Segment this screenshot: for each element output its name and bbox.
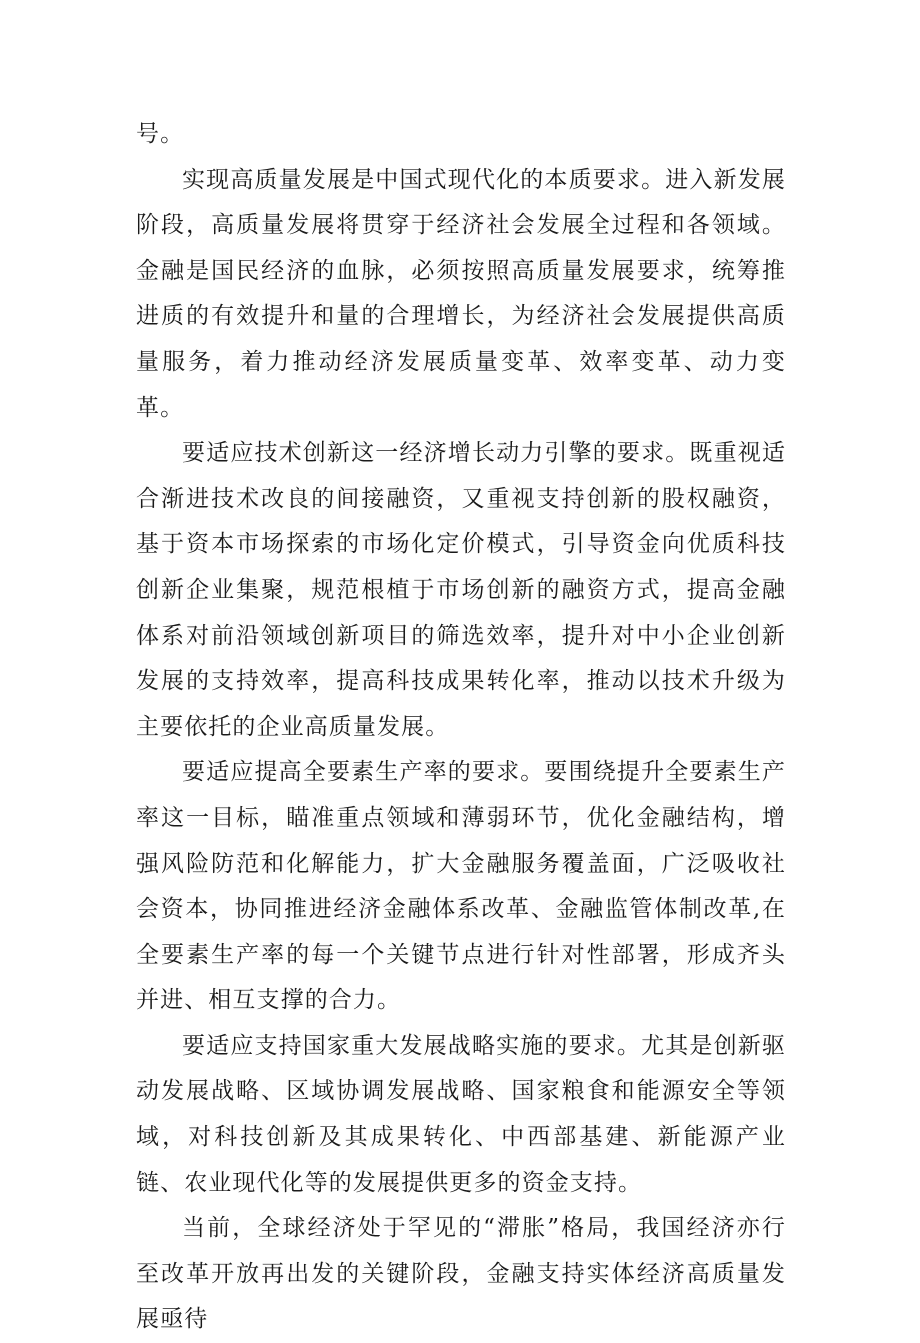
paragraph-continuation: 号。 [136,121,185,147]
paragraph-national-strategies: 要适应支持国家重大发展战略实施的要求。尤其是创新驱动发展战略、区域协调发展战略、国家粮食和能源安全等领域，对科技创新及其成果转化、中西部基建、新能源产业链、农业现代化等的发展提供更多的资金支持。 [136,1032,786,1196]
paragraph-technology-innovation: 要适应技术创新这一经济增长动力引擎的要求。既重视适合渐进技术改良的间接融资，又重视支持创新的股权融资，基于资本市场探索的市场化定价模式，引导资金向优质科技创新企业集聚，规范根植于市场创新的融资方式，提高金融体系对前沿领域创新项目的筛选效率，提升对中小企业创新发展的支持效率，提高科技成果转化率，推动以技术升级为主要依托的企业高质量发展。 [136,440,786,740]
paragraph-current-situation: 当前，全球经济处于罕见的“滞胀”格局，我国经济亦行至改革开放再出发的关键阶段，金融支持实体经济高质量发展亟待 [136,1215,786,1333]
document-body [136,112,786,1343]
paragraph-total-factor-productivity: 要适应提高全要素生产率的要求。要围绕提升全要素生产率这一目标，瞄准重点领域和薄弱环节，优化金融结构，增强风险防范和化解能力，扩大金融服务覆盖面，广泛吸收社会资本，协同推进经济金融体系改革、金融监管体制改革,在全要素生产率的每一个关键节点进行针对性部署，形成齐头并进、相互支撑的合力。 [136,759,786,1014]
paragraph-high-quality-development: 实现高质量发展是中国式现代化的本质要求。进入新发展阶段，高质量发展将贯穿于经济社会发展全过程和各领域。金融是国民经济的血脉，必须按照高质量发展要求，统筹推进质的有效提升和量的合理增长，为经济社会发展提供高质量服务，着力推动经济发展质量变革、效率变革、动力变革。 [136,166,786,421]
